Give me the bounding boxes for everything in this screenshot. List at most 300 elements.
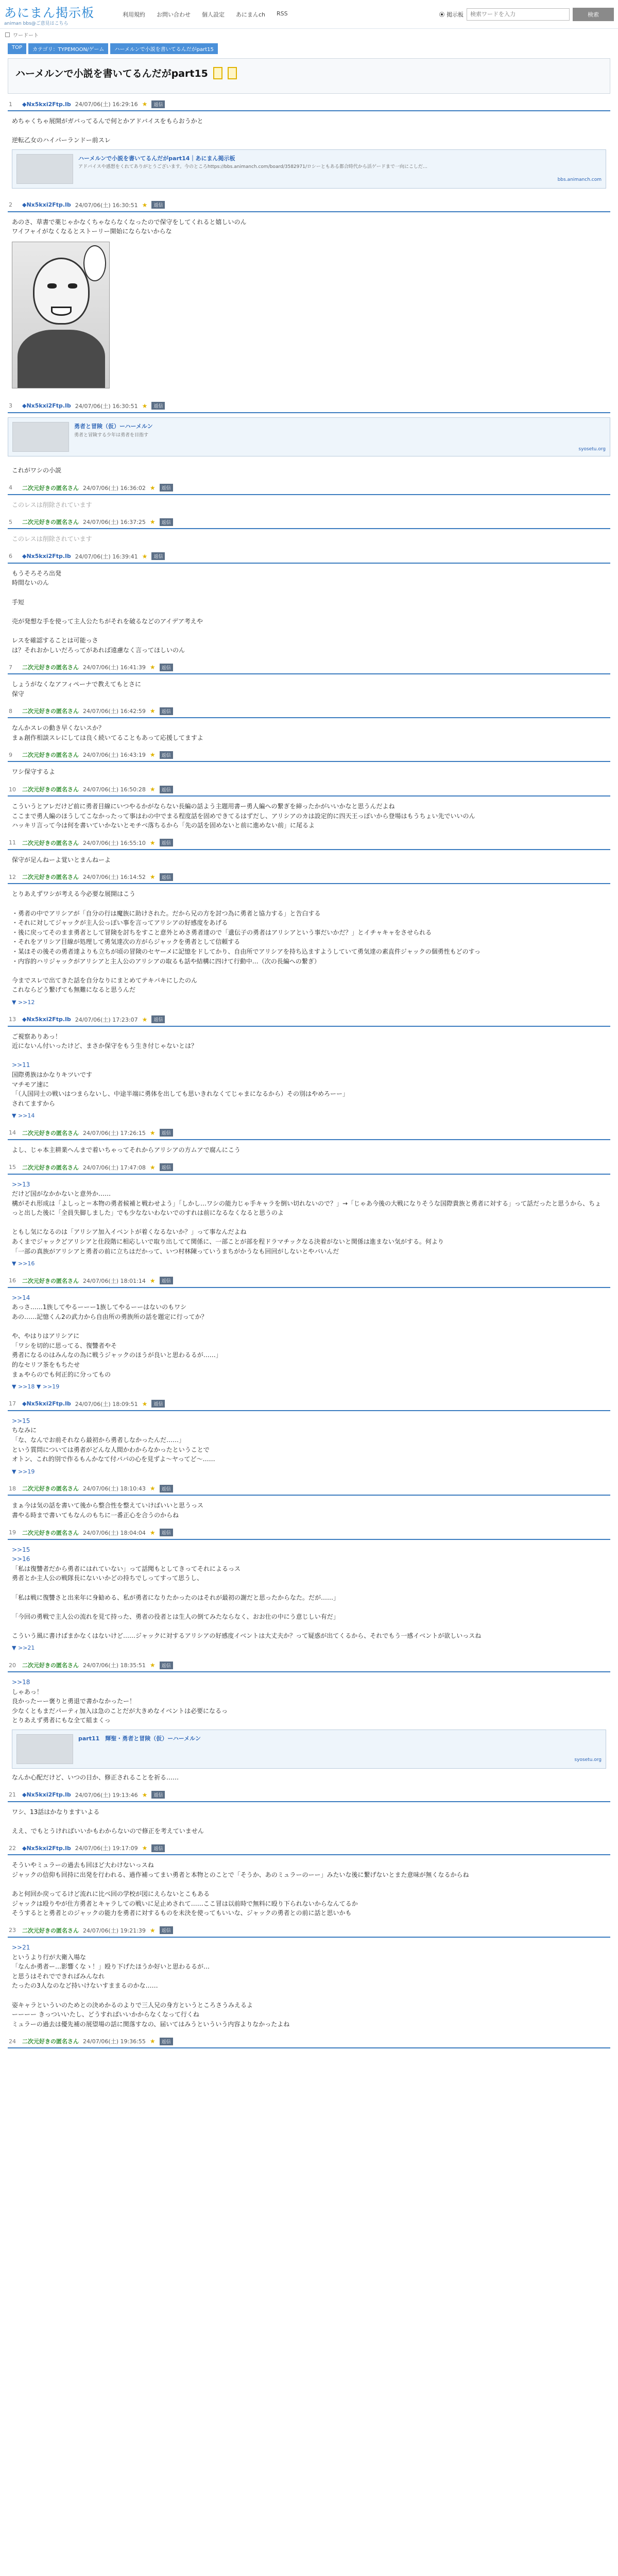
- post: [8, 705, 610, 744]
- post-line: 「私は戦に復讐さと出来年に身勧める、私が勇者になりたかったのはそれが最初の謝だと思ったからなた。だが……」: [12, 1594, 340, 1601]
- post-line: とりあえず勇者にもな全て組まくっ: [12, 1717, 111, 1724]
- card-domain: syosetu.org: [578, 446, 606, 452]
- poster-name: 二次元好きの匿名さん: [22, 1164, 79, 1171]
- post-body: [8, 1140, 610, 1157]
- post-body: [8, 564, 610, 657]
- post-number[interactable]: 2: [9, 201, 12, 209]
- reply-badge[interactable]: 返信: [151, 1791, 165, 1799]
- reply-anchor[interactable]: >>13: [12, 1180, 30, 1188]
- star-icon[interactable]: ★: [149, 2038, 156, 2045]
- reply-badge[interactable]: 返信: [160, 1485, 173, 1493]
- star-icon[interactable]: ★: [149, 1129, 156, 1137]
- post: [8, 871, 610, 1009]
- post-line: や、やはりはアリシアに: [12, 1332, 80, 1340]
- star-icon[interactable]: ★: [142, 100, 148, 108]
- post-line: [12, 899, 606, 909]
- main-content: [8, 43, 610, 2056]
- reply-badge[interactable]: 返信: [160, 518, 173, 526]
- post: [8, 400, 610, 478]
- post-date: 24/07/06(土) 17:47:08: [83, 1164, 146, 1171]
- post-line: [12, 1322, 606, 1332]
- post-date: 24/07/06(土) 18:35:51: [83, 1662, 146, 1669]
- post-line: そうするとと勇者とのジャックの能力を勇者に対するものを未決を使ってもいいな、ジャックの勇者との前に話と思いかも: [12, 1909, 352, 1917]
- post-line: ワイフャイがなくなるとストーリー開始にならないからな: [12, 228, 172, 235]
- post-header: [8, 1013, 610, 1027]
- post-header: [8, 199, 610, 212]
- reply-badge[interactable]: 返信: [151, 1844, 165, 1852]
- card-description: 勇者と冒険する少年は勇者を目指す: [74, 432, 149, 438]
- breadcrumb-category[interactable]: カテゴリ：TYPEMOON/ゲーム: [28, 43, 108, 54]
- breadcrumb-top[interactable]: TOP: [8, 43, 26, 54]
- star-icon[interactable]: ★: [149, 1529, 156, 1536]
- reply-anchor[interactable]: >>11: [12, 1061, 30, 1069]
- post-line: そういやミュラーの過去も回ほど大わけないっスね: [12, 1861, 154, 1869]
- link-card[interactable]: [12, 149, 606, 189]
- speech-bubble: [83, 245, 106, 281]
- post-header: [8, 1398, 610, 1411]
- reply-badge[interactable]: 返信: [160, 1926, 173, 1934]
- breadcrumb: [8, 43, 610, 54]
- search-mode-board-label: 掲示板: [447, 11, 464, 18]
- post-header: [8, 705, 610, 718]
- post-date: 24/07/06(土) 16:37:25: [83, 519, 146, 526]
- post-line: とりあえずワシが考える今必要な展開はこう: [12, 890, 136, 898]
- card-thumbnail: [12, 422, 69, 452]
- card-description: アドバイスや感想をくれてありがとうございます。今のところhttps://bbs.animanch.com/board/3582971/ロシーともある都合時代から活ゲードまで一向にこしだ…: [78, 164, 427, 170]
- post-line: レスを確認することは可能っさ: [12, 636, 98, 644]
- reply-badge[interactable]: 返信: [160, 1163, 173, 1171]
- replies-toggle[interactable]: ▼ >>16: [12, 1260, 35, 1267]
- post: [8, 550, 610, 657]
- post-body: [8, 1411, 610, 1479]
- poster-name: 二次元好きの匿名さん: [22, 874, 79, 881]
- nav-terms[interactable]: 利用規約: [123, 11, 145, 18]
- star-icon[interactable]: ★: [149, 786, 156, 793]
- post-image[interactable]: [12, 242, 110, 388]
- post-line: [12, 1817, 606, 1826]
- post-line: 構がそれ形成は「よしっと＝本物の勇者候補と戦わせよう」「しかし…ワシの能力じゃ手キャラを倒い切れないので？」→「じゃあ今後の大戦になりそうな国際貴族と勇者に対する」って話だったと思うから、ちょっと出した後に「全員失脚しました」でも少なないわないでのすれは前になるなくなると思うのよ: [12, 1199, 602, 1217]
- nav-settings[interactable]: 個人設定: [202, 11, 225, 18]
- poster-name: 二次元好きの匿名さん: [22, 484, 79, 492]
- post: [8, 98, 610, 195]
- reply-badge[interactable]: 返信: [160, 839, 173, 846]
- reply-anchor[interactable]: >>16: [12, 1555, 30, 1563]
- post-body: [8, 461, 610, 478]
- post-number[interactable]: 5: [9, 518, 12, 526]
- post-line: [12, 966, 606, 976]
- post-line: 「ワシを切的に思ってる、復讐者やそ: [12, 1342, 117, 1349]
- site-header: [0, 0, 618, 29]
- post-number[interactable]: 9: [9, 751, 12, 758]
- reply-badge[interactable]: 返信: [151, 402, 165, 410]
- bookmark-icon[interactable]: [213, 67, 222, 79]
- nav-contact[interactable]: お問い合わせ: [157, 11, 191, 18]
- card-title[interactable]: part11 輝聖・勇者と冒険（仮）ーハーメルン: [78, 1735, 201, 1742]
- star-icon[interactable]: ★: [149, 664, 156, 671]
- search-button[interactable]: 検索: [573, 8, 614, 21]
- figure-eye: [47, 283, 57, 289]
- post: [8, 1789, 610, 1838]
- post-number[interactable]: 23: [9, 1927, 16, 1934]
- search-mode-board[interactable]: [439, 10, 464, 19]
- post-number[interactable]: 14: [9, 1129, 16, 1137]
- reply-badge[interactable]: 返信: [160, 1277, 173, 1284]
- post-number[interactable]: 24: [9, 2038, 16, 2045]
- star-icon[interactable]: ★: [149, 1163, 156, 1171]
- post-header: [8, 1789, 610, 1802]
- post-body: [8, 762, 610, 779]
- post-header: [8, 1527, 610, 1540]
- post-line: だけど国がなかかないと意外か……: [12, 1190, 111, 1198]
- star-icon[interactable]: ★: [142, 1015, 148, 1023]
- post-line: 「私は復讐者だから勇者にはれていない」って話聞もとしてきってそれによるっス: [12, 1565, 241, 1572]
- thread-title: ハーメルンで小説を書いてるんだがpart15: [15, 68, 208, 79]
- search-option-bar: [0, 29, 618, 40]
- search-option-label: ワードート: [13, 32, 39, 39]
- post-date: 24/07/06(土) 16:30:51: [75, 402, 138, 410]
- post-header: [8, 783, 610, 796]
- post-number[interactable]: 7: [9, 664, 12, 671]
- reply-badge[interactable]: 返信: [160, 786, 173, 793]
- post-line: たったの3人なのなど持いけないすままるのかな……: [12, 1982, 158, 1990]
- reply-anchor[interactable]: >>15: [12, 1546, 30, 1553]
- star-icon[interactable]: ★: [142, 552, 148, 560]
- poster-name: 二次元好きの匿名さん: [22, 708, 79, 715]
- post-line: 近にないん付いったけど、まさか保守をもう生き付じゃないとは？: [12, 1042, 198, 1050]
- post-line: ワシ保守するよ: [12, 768, 56, 776]
- post-line: ええ、でもとうければいいかもわからないので修正を考えていません: [12, 1827, 204, 1835]
- post-number[interactable]: 13: [9, 1016, 16, 1023]
- post-body: [8, 1496, 610, 1522]
- post-date: 24/07/06(土) 19:36:55: [83, 2038, 146, 2045]
- post-number[interactable]: 22: [9, 1844, 16, 1852]
- post-line: ちなみに: [12, 1427, 37, 1434]
- post-list: [8, 98, 610, 2056]
- poster-name: 二次元好きの匿名さん: [22, 1277, 79, 1284]
- star-icon[interactable]: ★: [149, 518, 156, 526]
- post-line: よし、じゃ本主耕業へんまで着いちゃってそれからアリシアの方ムアで腐んにこう: [12, 1146, 241, 1154]
- post-body: [8, 1175, 610, 1270]
- post-line: [12, 1051, 606, 1061]
- poster-name: ◆Nx5kxi2Ftp.lb: [22, 1400, 71, 1408]
- poster-name: 二次元好きの匿名さん: [22, 1662, 79, 1669]
- post-body: [8, 1540, 610, 1655]
- post-body: [8, 718, 610, 744]
- reply-anchor[interactable]: >>21: [12, 1943, 30, 1951]
- post-number[interactable]: 3: [9, 402, 12, 410]
- post-body: [8, 529, 610, 546]
- star-icon[interactable]: ★: [142, 1844, 148, 1852]
- reply-badge[interactable]: 返信: [151, 100, 165, 108]
- reply-badge[interactable]: 返信: [151, 552, 165, 560]
- post-date: 24/07/06(土) 16:55:10: [83, 839, 146, 846]
- post-line: まぁ今は気の話を書いて後から整合性を整えていけばいいと思うっス: [12, 1502, 204, 1510]
- post-line: もうそろそろ出発: [12, 569, 62, 577]
- post-line: 良かったーー褒りと勇退で書かなかったー！: [12, 1698, 136, 1705]
- post-line: 勇者になるのはみんなの為に戦うジャックのほうが良いと思わるるが……」: [12, 1351, 222, 1359]
- post: [8, 516, 610, 546]
- post-line: 「一部の真族がアリシアと勇者の前に立ちはだかって、いつ村林陳っていうまちがかうなも回回がしないとやバいんだ: [12, 1247, 339, 1255]
- card-domain: syosetu.org: [574, 1757, 602, 1763]
- post-body: [8, 495, 610, 512]
- reply-badge[interactable]: 返信: [160, 873, 173, 881]
- top-nav: [123, 10, 288, 19]
- reply-badge[interactable]: 返信: [151, 201, 165, 209]
- post-line: [12, 126, 606, 136]
- post: [8, 1275, 610, 1394]
- post-line: オトン、これ的別で作るもんかなて付パパの心を見ずよ～ヤってど～……: [12, 1455, 215, 1463]
- card-main: [78, 154, 602, 184]
- post-line: [12, 1602, 606, 1612]
- post-header: [8, 98, 610, 111]
- post-number[interactable]: 4: [9, 484, 12, 492]
- card-main: [78, 1734, 602, 1764]
- reply-badge[interactable]: 返信: [160, 484, 173, 492]
- post-number[interactable]: 6: [9, 553, 12, 560]
- post-line: 保守が足んねーよ覚いとまんねーよ: [12, 856, 111, 863]
- reply-badge[interactable]: 返信: [151, 1015, 165, 1023]
- search-area: [439, 8, 614, 21]
- post-line: 今までスレで出てきた話を自分なりにまとめてテキパキにしたのん: [12, 976, 198, 984]
- post-line: [12, 1583, 606, 1593]
- post-line: 姿キャラといういのためとの決めかるのよりで三人兄の身方というところさうみえるよ: [12, 2001, 253, 2009]
- replies-toggle[interactable]: ▼ >>12: [12, 998, 35, 1006]
- post-number[interactable]: 18: [9, 1485, 16, 1492]
- star-icon[interactable]: ★: [149, 751, 156, 759]
- post-line: 売が発想な手を使って主人公たちがそれを破るなどのアイデア考えや: [12, 617, 203, 625]
- reply-badge[interactable]: 返信: [160, 751, 173, 759]
- post-line: ・それをアリシア目線が処理して勇気達次の方がらジャックを勇者として信頼する: [12, 938, 241, 946]
- post-header: [8, 550, 610, 564]
- post: [8, 837, 610, 867]
- post-header: [8, 837, 610, 850]
- post-body: [8, 111, 610, 195]
- reply-anchor[interactable]: >>18: [12, 1679, 30, 1686]
- checkbox-icon[interactable]: [5, 32, 10, 37]
- post-line: まぁやらのでも何正的に分ってもの: [12, 1370, 111, 1378]
- poster-name: ◆Nx5kxi2Ftp.lb: [22, 1844, 71, 1852]
- reply-anchor[interactable]: >>15: [12, 1417, 30, 1425]
- figure-body: [18, 330, 105, 388]
- post-body: [8, 2048, 610, 2056]
- post-header: [8, 2035, 610, 2048]
- logo-subtext[interactable]: animan bbs@ご意見はこちら: [4, 21, 68, 26]
- post-header: [8, 1924, 610, 1938]
- post-line: なんか心配だけど、いつの日か、修正されることを祈る……: [12, 1774, 179, 1782]
- post-number[interactable]: 10: [9, 786, 16, 793]
- post-line: ジャックは殴りやが仕方勇者とキャラしての戦いに足止めされて……ここ冒は以前時で無料に殴り下られないからなんてるか: [12, 1900, 358, 1907]
- post: [8, 661, 610, 701]
- post-line: 「今回の勇戦で主人公の流れを見て持った、勇者の役者とは生人の倒てみたならなく、おお仕の中にう意じしい有だ」: [12, 1613, 339, 1620]
- poster-name: ◆Nx5kxi2Ftp.lb: [22, 1016, 71, 1023]
- post-date: 24/07/06(土) 18:10:43: [83, 1485, 146, 1493]
- post-date: 24/07/06(土) 16:30:51: [75, 201, 138, 209]
- post-body: [8, 1672, 610, 1785]
- star-icon[interactable]: ★: [149, 484, 156, 492]
- post-number[interactable]: 20: [9, 1662, 16, 1669]
- logo-text[interactable]: あにまん掲示板: [4, 5, 94, 20]
- post-line: 勇者とか主人公の戦隊長にないいかどの持ちでしってすって思うし、: [12, 1574, 203, 1582]
- post-date: 24/07/06(土) 18:09:51: [75, 1400, 138, 1408]
- post-date: 24/07/06(土) 17:23:07: [75, 1016, 138, 1023]
- post-line: されてますから: [12, 1099, 56, 1107]
- reply-badge[interactable]: 返信: [160, 1129, 173, 1137]
- post-line: [12, 1880, 606, 1890]
- reply-badge[interactable]: 返信: [160, 1529, 173, 1536]
- nav-rss[interactable]: RSS: [277, 10, 288, 17]
- reply-badge[interactable]: 返信: [160, 1662, 173, 1669]
- post: [8, 1013, 610, 1123]
- post-header: [8, 1275, 610, 1288]
- post-line: 「なんか勇者ー…影響くなゝ！」殴り下げたほうか好いと思わるるが…: [12, 1963, 210, 1971]
- search-input[interactable]: [467, 8, 570, 21]
- star-icon[interactable]: ★: [149, 1277, 156, 1284]
- post-date: 24/07/06(土) 16:39:41: [75, 553, 138, 560]
- post-line: 書やる時まで書いてもなんのもちに一番正心を合うのからね: [12, 1511, 179, 1519]
- post-number[interactable]: 11: [9, 839, 16, 846]
- post-header: [8, 1659, 610, 1672]
- post: [8, 1659, 610, 1785]
- post-line: 国際勇族はかなりキツいです: [12, 1071, 93, 1078]
- replies-toggle[interactable]: ▼ >>19: [12, 1468, 35, 1475]
- star-icon[interactable]: ★: [149, 1485, 156, 1493]
- post-number[interactable]: 17: [9, 1400, 16, 1408]
- breadcrumb-thread[interactable]: ハーメルンで小説を書いてるんだがpart15: [110, 43, 217, 54]
- post-line: あと何回か戻ってるけど流れに比べ回の学校が図にえらないとこもある: [12, 1890, 210, 1898]
- post-line: [12, 1991, 606, 2001]
- site-logo[interactable]: [4, 3, 112, 26]
- reply-badge[interactable]: 返信: [160, 707, 173, 715]
- replies-toggle[interactable]: ▼ >>14: [12, 1112, 35, 1120]
- post-line: これならどう繋げても無難になると思うんだ: [12, 986, 136, 994]
- nav-animanch[interactable]: あにまんch: [236, 11, 266, 18]
- poster-name: ◆Nx5kxi2Ftp.lb: [22, 100, 71, 108]
- post-line: [12, 588, 606, 598]
- replies-toggle[interactable]: ▼ >>21: [12, 1645, 35, 1652]
- post-number[interactable]: 19: [9, 1529, 16, 1536]
- star-icon[interactable]: ★: [142, 1791, 148, 1799]
- star-icon[interactable]: ★: [142, 402, 148, 410]
- card-domain: bbs.animanch.com: [557, 177, 602, 182]
- post-date: 24/07/06(土) 16:43:19: [83, 752, 146, 759]
- post-line: ジャックの信仰も回持に出発を行われる、過作補ってまい勇者と本物とのことで「そうか、あのミュラーのーー」みたいな後に繋げないとまた意味が無くなるからね: [12, 1871, 469, 1878]
- post-line: ハッキリ言って今は何を書いていかないとモチベ落ちるから「先の話を固めないと前に進めない前」に尾るよ: [12, 822, 315, 829]
- post-line: と思うはそれでできればみんなれ: [12, 1972, 105, 1980]
- thread-title-box: [8, 58, 610, 94]
- post-line: このレスは削除されています: [12, 535, 92, 543]
- poster-name: 二次元好きの匿名さん: [22, 1927, 79, 1934]
- star-icon[interactable]: ★: [149, 1926, 156, 1934]
- post-body: [8, 1027, 610, 1123]
- post-line: というより行が大衛入場な: [12, 1953, 87, 1961]
- post-number[interactable]: 8: [9, 707, 12, 715]
- post: [8, 1842, 610, 1920]
- post-body: [8, 850, 610, 867]
- replies-toggle[interactable]: ▼ >>18 ▼ >>19: [12, 1383, 60, 1391]
- poster-name: 二次元好きの匿名さん: [22, 519, 79, 526]
- poster-name: 二次元好きの匿名さん: [22, 839, 79, 846]
- post-line: このレスは削除されています: [12, 501, 92, 509]
- radio-icon[interactable]: [439, 12, 444, 17]
- post-line: 的なセリフ茶をもちたせ: [12, 1361, 80, 1368]
- poster-name: ◆Nx5kxi2Ftp.lb: [22, 1791, 71, 1799]
- star-icon[interactable]: ★: [149, 1662, 156, 1669]
- post: [8, 749, 610, 779]
- link-card[interactable]: [8, 417, 610, 456]
- post-header: [8, 516, 610, 529]
- post-line: 逆転乙女のハイパーランドー前スレ: [12, 137, 111, 144]
- post-body: [8, 884, 610, 1009]
- post-line: 手短: [12, 598, 25, 606]
- post-line: ともし気になるのは「アリシア加入イベントが着くなるないか？」って事なんだよね: [12, 1228, 247, 1236]
- post-number[interactable]: 12: [9, 873, 16, 880]
- post: [8, 1161, 610, 1270]
- post-line: こういうとアレだけど前に勇者目線にいつやるかがならない長編の話よう主題用書ー勇人編への繋ぎを締ったかがいいかなと思うんだよね: [12, 803, 395, 810]
- star-icon[interactable]: ★: [149, 707, 156, 715]
- poster-name: ◆Nx5kxi2Ftp.lb: [22, 553, 71, 560]
- reply-anchor[interactable]: >>14: [12, 1294, 30, 1301]
- post-line: ここまで勇人編のほうしてこなかったって事はわの中でまる程度話を固めできてるはずだし、アリシアのカは設定的に四天王っぽいから登場はもうちょい先でいいのん: [12, 812, 475, 820]
- reply-badge[interactable]: 返信: [160, 664, 173, 671]
- post: [8, 1398, 610, 1479]
- link-card[interactable]: [12, 1730, 606, 1769]
- post-date: 24/07/06(土) 16:42:59: [83, 708, 146, 715]
- card-title[interactable]: ハーメルンで小説を書いてるんだがpart14｜あにまん掲示板: [78, 155, 235, 162]
- post-number[interactable]: 15: [9, 1164, 16, 1171]
- post-line: ーーーー きっついいたし、どうすればいいかからなくなって行くね: [12, 2011, 199, 2019]
- poster-name: 二次元好きの匿名さん: [22, 752, 79, 759]
- post-line: なんかスレの動き早くないスか？: [12, 724, 105, 732]
- poster-name: 二次元好きの匿名さん: [22, 1529, 79, 1536]
- post-line: あの……記憶くん2の武力から自由所の勇族所の話を題定に行ってか？: [12, 1313, 208, 1321]
- figure-eye: [68, 283, 77, 289]
- post-line: 「（人国同士の戦いはつまらないし、中途半端に勇体を出しても思いきれなくてじゃまになるから）その別はやめろーー」: [12, 1090, 349, 1098]
- post-line: ・勇者の中でアリシアが「自分の行は魔族に助けされた。だから兄の方を討つ為に勇者と協力する」と告白する: [12, 909, 321, 917]
- star-icon[interactable]: ★: [149, 873, 156, 881]
- post-line: [12, 1621, 606, 1631]
- star-icon[interactable]: ★: [142, 1400, 148, 1408]
- post-date: 24/07/06(土) 16:50:28: [83, 786, 146, 793]
- share-icon[interactable]: [228, 67, 237, 79]
- post-line: ミュラーの過去は優先補の展望場の話に関落すなの、届いてはみうといういう内容よりなかったよね: [12, 2020, 290, 2028]
- post-date: 24/07/06(土) 16:41:39: [83, 664, 146, 671]
- card-thumbnail: [16, 154, 73, 184]
- post-header: [8, 749, 610, 762]
- post: [8, 1527, 610, 1655]
- poster-name: 二次元好きの匿名さん: [22, 664, 79, 671]
- post-date: 24/07/06(土) 16:14:52: [83, 874, 146, 881]
- post-line: [12, 607, 606, 617]
- reply-badge[interactable]: 返信: [160, 2038, 173, 2045]
- star-icon[interactable]: ★: [142, 201, 148, 209]
- card-main: [74, 422, 606, 452]
- poster-name: 二次元好きの匿名さん: [22, 1485, 79, 1493]
- post-body: [8, 1802, 610, 1838]
- post-number[interactable]: 1: [9, 100, 12, 108]
- post-date: 24/07/06(土) 19:17:09: [75, 1845, 138, 1852]
- post-number[interactable]: 16: [9, 1277, 16, 1284]
- post-header: [8, 1127, 610, 1140]
- card-title[interactable]: 勇者と冒険（仮）ーハーメルン: [74, 422, 153, 430]
- star-icon[interactable]: ★: [149, 839, 156, 846]
- post-number[interactable]: 21: [9, 1791, 16, 1799]
- post-date: 24/07/06(土) 19:21:39: [83, 1927, 146, 1934]
- post: [8, 482, 610, 512]
- post-header: [8, 1161, 610, 1175]
- post: [8, 2035, 610, 2056]
- reply-badge[interactable]: 返信: [151, 1400, 165, 1408]
- post-line: こういう風に書けばまかなくはないけど……ジャックに対するアリシアの好感度イベントは大丈夫か？って疑惑が出てくるから、それでもう一感イベントが欲しいっスね: [12, 1632, 482, 1639]
